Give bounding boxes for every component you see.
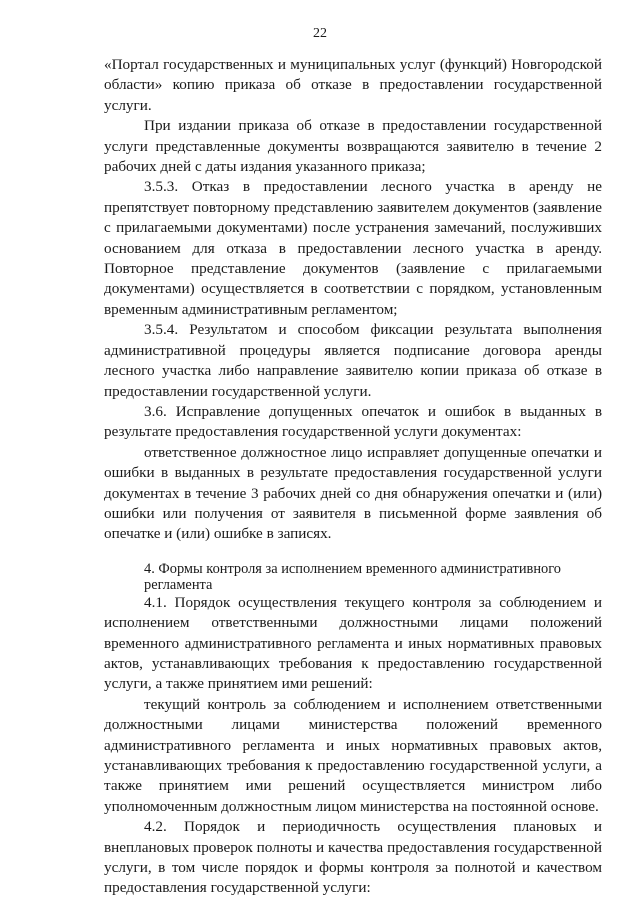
paragraph-3-5-4: 3.5.4. Результатом и способом фиксации результата выполнения административной процедуры является подписание договора аренды лесного участка либо направление заявителю копии приказа об отказе в предоставлении государственной услуги.	[104, 321, 602, 400]
paragraph-4-2: 4.2. Порядок и периодичность осуществления плановых и внеплановых проверок полноты и качества предоставления государственной услуги, в том числе порядок и формы контроля за полнотой и качеством предоставления государственной услуги:	[104, 818, 602, 897]
paragraph-3-6: 3.6. Исправление допущенных опечаток и ошибок в выданных в результате предоставления государственной услуги документах:	[104, 402, 602, 441]
paragraph-refusal-return: При издании приказа об отказе в предоставлении государственной услуги представленные документы возвращаются заявителю в течение 2 рабочих дней с даты издания указанного приказа;	[104, 117, 602, 176]
paragraph-4-1: 4.1. Порядок осуществления текущего контроля за соблюдением и исполнением ответственными должностными лицами положений временного административного регламента и иных нормативных правовых актов, устанавливающих требования к предоставлению государственной услуги, а также принятием ими решений:	[104, 593, 602, 693]
paragraph-3-5-3: 3.5.3. Отказ в предоставлении лесного участка в аренду не препятствует повторному представлению заявителем документов (заявление с прилагаемыми документами) после устранения замечаний, послуживших основанием для отказа в предоставлении лесного участка в аренду. Повторное представление документов (заявление с прилагаемыми документами) осуществляется в соответствии с порядком, установленным временным административным регламентом;	[104, 178, 602, 318]
paragraph-current-control: текущий контроль за соблюдением и исполнением ответственными должностными лицами министерства положений временного административного регламента и иных нормативных правовых актов, устанавливающих требования к предоставлению государственной услуги, а также принятием ими решений осуществляется министром либо уполномоченным должностным лицом министерства на постоянной основе.	[104, 695, 602, 815]
section-heading-4: 4. Формы контроля за исполнением временного административного регламента	[144, 560, 561, 593]
paragraph-corrections: ответственное должностное лицо исправляет допущенные опечатки и ошибки в выданных в результате предоставления государственной услуги документах в течение 3 рабочих дней со дня обнаружения опечатки и (или) ошибки или получения от заявителя в письменной форме заявления об опечатке и (или) ошибке в записях.	[104, 443, 602, 543]
page-number: 22	[313, 26, 327, 41]
paragraph-portal-copy: «Портал государственных и муниципальных услуг (функций) Новгородской области» копию приказа об отказе в предоставлении государственной услуги.	[104, 56, 602, 114]
document-body	[104, 55, 602, 899]
